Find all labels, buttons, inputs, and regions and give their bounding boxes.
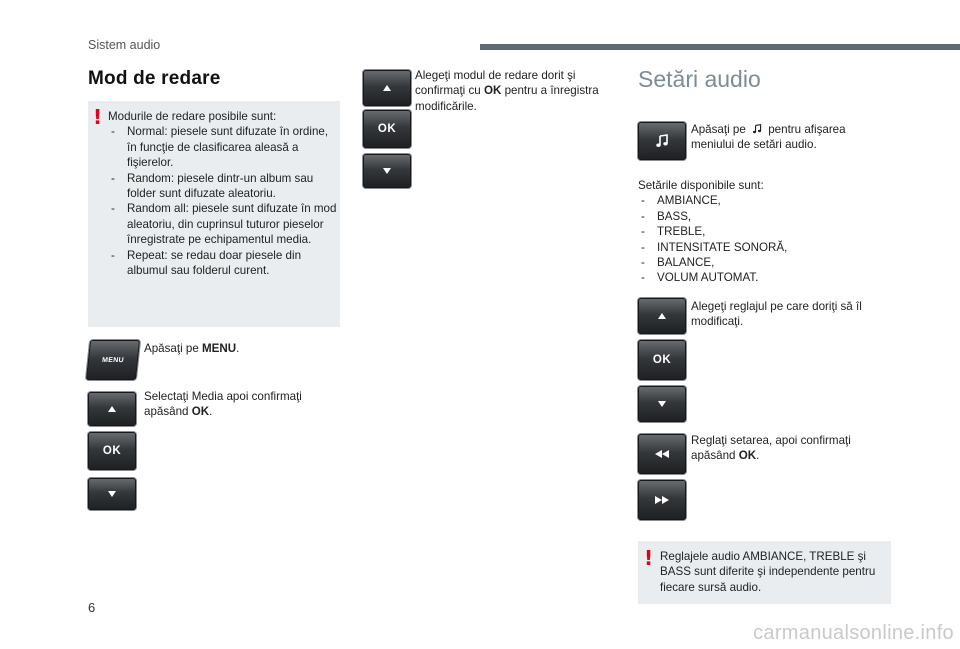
step-press-audio-settings: Apăsaţi pe pentru afişarea meniului de setări audio. [691, 123, 846, 152]
ok-button[interactable] [88, 432, 136, 470]
list-item: - Random all: piesele sunt difuzate în mod aleatoriu, din cuprinsul tuturor pieselor înregistrate pe echipamentul media. [108, 201, 338, 247]
list-item: - TREBLE, [638, 224, 878, 239]
step-choose-playback-mode: Alegeţi modul de redare dorit şi confirmaţi cu OK pentru a înregistra modificările. [415, 69, 599, 113]
section-label: Sistem audio [88, 38, 161, 52]
ok-button[interactable] [363, 110, 411, 148]
ok-button-label: OK [377, 123, 397, 135]
up-arrow-icon [108, 406, 116, 412]
down-button[interactable] [88, 478, 136, 510]
title-playback-mode: Mod de redare [88, 68, 221, 89]
ok-button-label: OK [102, 445, 122, 457]
settings-list [638, 193, 878, 285]
watermark: carmanualsonline.info [753, 622, 954, 644]
list-item: - INTENSITATE SONORĂ, [638, 240, 878, 255]
fast-forward-button[interactable] [638, 480, 686, 520]
down-arrow-icon [658, 401, 666, 407]
up-button[interactable] [88, 392, 136, 426]
note-content: Reglajele audio AMBIANCE, TREBLE şi BASS sunt diferite şi independente pentru fiecare sursă audio. [660, 550, 876, 594]
step-choose-setting: Alegeţi reglajul pe care doriţi să îl modificaţi. [691, 300, 862, 329]
down-button[interactable] [363, 154, 411, 188]
page-number: 6 [88, 600, 96, 615]
list-item: - BASS, [638, 209, 878, 224]
up-arrow-icon [383, 85, 391, 91]
music-note-icon [655, 134, 669, 148]
warning-icon: ! [644, 546, 654, 570]
note-box-playback-modes [88, 101, 340, 327]
list-item: - VOLUM AUTOMAT. [638, 270, 878, 285]
step-select-media: Selectaţi Media apoi confirmaţi apăsând OK. [144, 390, 302, 419]
down-arrow-icon [108, 491, 116, 497]
available-settings [638, 178, 878, 286]
list-item: - BALANCE, [638, 255, 878, 270]
menu-button-label: MENU [101, 356, 125, 364]
step-adjust-setting: Reglaţi setarea, apoi confirmaţi apăsând OK. [691, 434, 851, 463]
settings-intro: Setările disponibile sunt: [638, 179, 764, 192]
note-box-audio-settings [638, 541, 891, 604]
rewind-button[interactable] [638, 434, 686, 474]
up-arrow-icon [658, 313, 666, 319]
fast-forward-icon [655, 496, 669, 504]
music-note-icon [752, 124, 762, 134]
rewind-icon [655, 450, 669, 458]
down-button[interactable] [638, 386, 686, 422]
audio-settings-button[interactable] [638, 122, 686, 160]
up-button[interactable] [363, 70, 411, 106]
warning-icon: ! [93, 105, 103, 129]
menu-button[interactable] [86, 340, 140, 380]
note-intro: Modurile de redare posibile sunt: [108, 110, 277, 123]
down-arrow-icon [383, 168, 391, 174]
list-item: - Normal: piesele sunt difuzate în ordine, în funcţie de clasificarea aleasă a fişierelor. [108, 124, 338, 170]
list-item: - Repeat: se redau doar piesele din albumul sau folderul curent. [108, 248, 338, 279]
ok-button[interactable] [638, 340, 686, 380]
header-bar [480, 44, 960, 50]
playback-mode-list [108, 124, 338, 278]
step-press-menu: Apăsaţi pe MENU. [144, 342, 240, 355]
ok-button-label: OK [652, 354, 672, 366]
up-button[interactable] [638, 298, 686, 334]
list-item: - AMBIANCE, [638, 193, 878, 208]
list-item: - Random: piesele dintr-un album sau folder sunt difuzate aleatoriu. [108, 171, 338, 202]
note-content [108, 109, 338, 278]
title-audio-settings: Setări audio [638, 66, 761, 92]
